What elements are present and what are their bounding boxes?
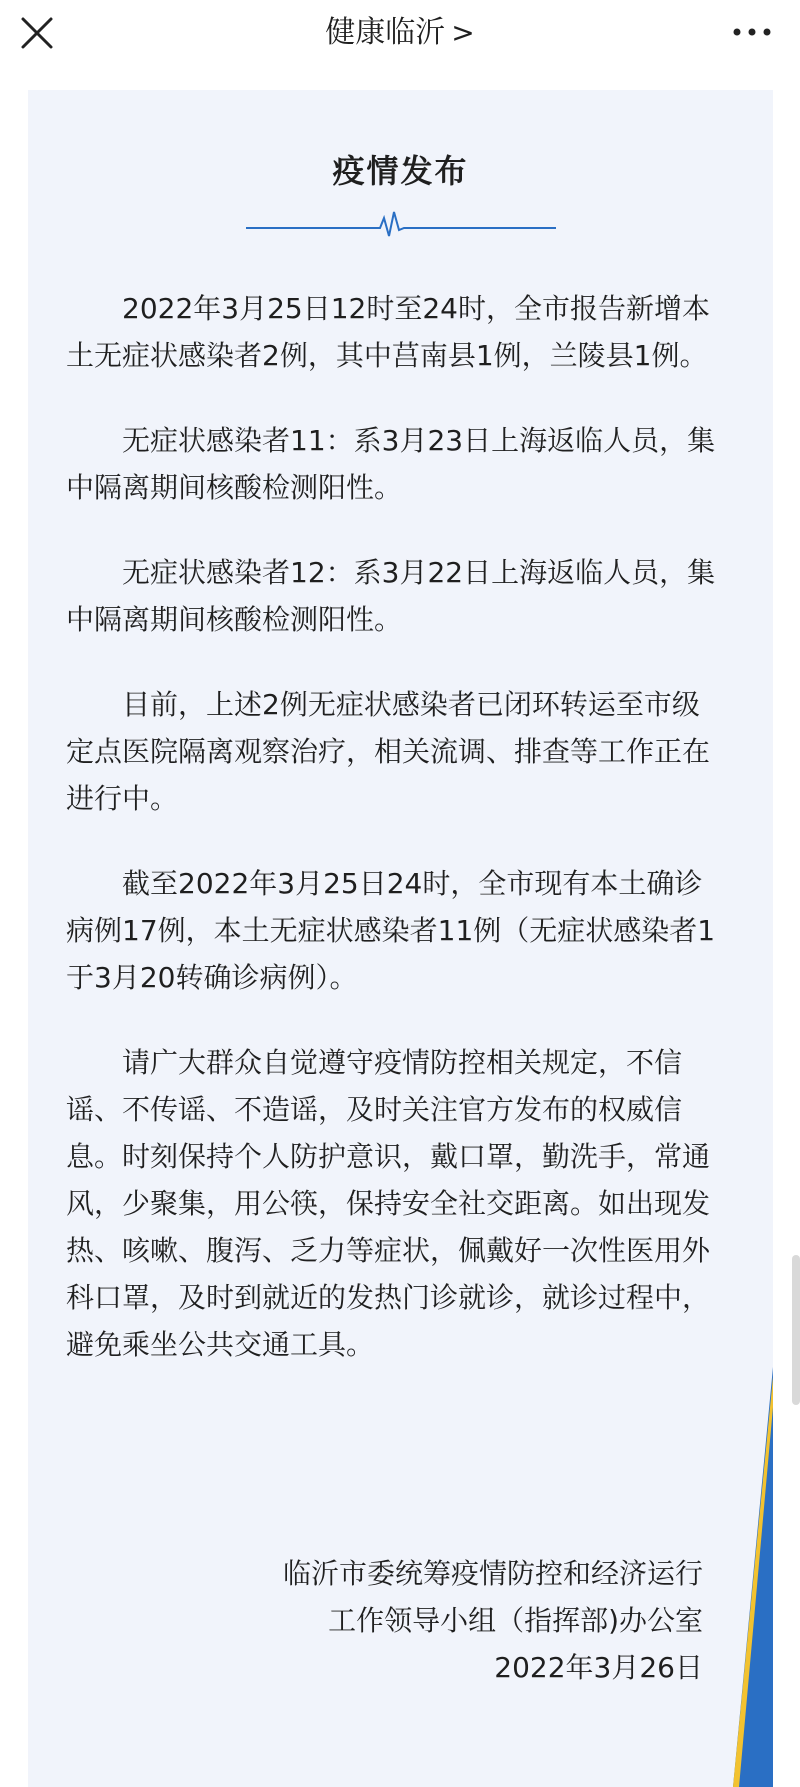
paragraph-5: 截至2022年3月25日24时，全市现有本土确诊病例17例，本土无症状感染者11例（无症状感染者1于3月20转确诊病例）。 — [66, 867, 716, 994]
paragraph-1: 2022年3月25日12时至24时，全市报告新增本土无症状感染者2例，其中莒南县1例，兰陵县1例。 — [66, 292, 710, 372]
article-title: 疫情发布 — [332, 152, 469, 190]
account-name[interactable]: 健康临沂 — [325, 15, 446, 50]
scrollbar-thumb[interactable] — [792, 1255, 800, 1405]
paragraph-6: 请广大群众自觉遵守疫情防控相关规定，不信谣、不传谣、不造谣，及时关注官方发布的权威信息。时刻保持个人防护意识，戴口罩，勤洗手，常通风，少聚集，用公筷，保持安全社交距离。如出现发热、咳嗽、腹泻、乏力等症状，佩戴好一次性医用外科口罩，及时到就近的发热门诊就诊，就诊过程中，避免乘坐公共交通工具。 — [66, 1046, 711, 1361]
article-card — [28, 90, 773, 1787]
top-nav-bar — [0, 0, 800, 68]
signature-org-line2: 工作领导小组（指挥部)办公室 — [328, 1604, 703, 1637]
signature-org-line1: 临沂市委统筹疫情防控和经济运行 — [282, 1557, 703, 1590]
more-icon[interactable] — [730, 20, 774, 44]
paragraph-2: 无症状感染者11：系3月23日上海返临人员，集中隔离期间核酸检测阳性。 — [66, 424, 716, 504]
signature-date: 2022年3月26日 — [494, 1651, 703, 1684]
account-name-link[interactable] — [0, 12, 800, 54]
pulse-divider — [246, 208, 556, 238]
article-body — [66, 285, 726, 1406]
chevron-right-icon: > — [451, 16, 475, 49]
paragraph-3: 无症状感染者12：系3月22日上海返临人员，集中隔离期间核酸检测阳性。 — [66, 556, 716, 636]
paragraph-4: 目前，上述2例无症状感染者已闭环转运至市级定点医院隔离观察治疗，相关流调、排查等工作正在进行中。 — [66, 688, 711, 815]
signature-block — [283, 1550, 703, 1691]
decorative-corner-stripe — [733, 1367, 773, 1787]
